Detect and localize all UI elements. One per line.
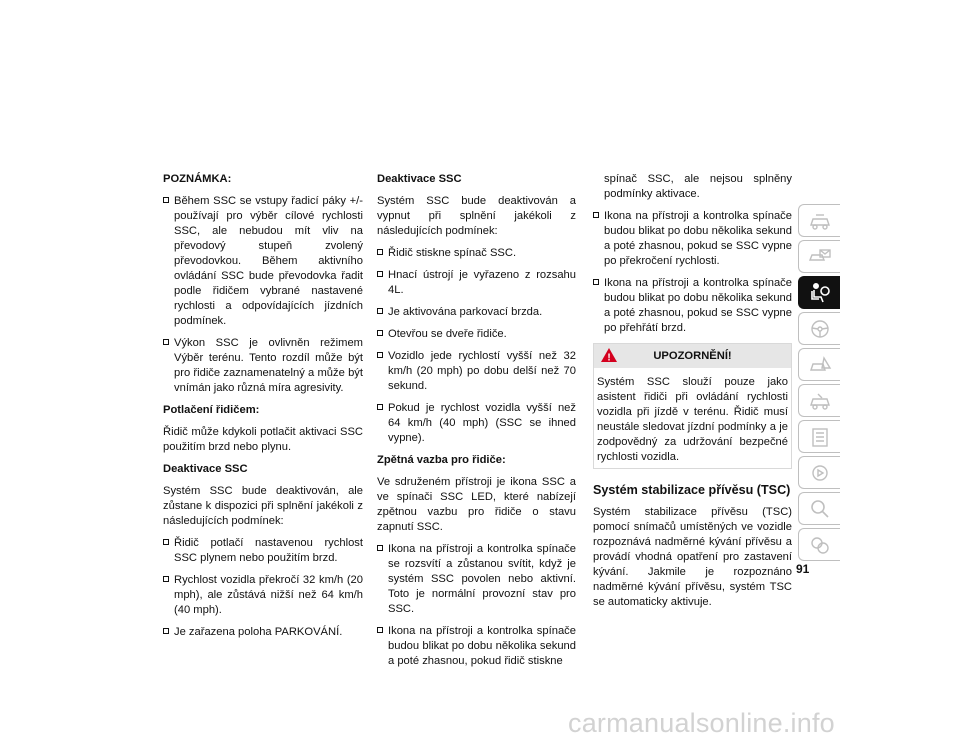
bullet-box-icon bbox=[377, 545, 383, 551]
bullet-box-icon bbox=[377, 627, 383, 633]
list-item: Je aktivována parkovací brzda. bbox=[377, 305, 576, 320]
list-item: Řidič stiskne spínač SSC. bbox=[377, 246, 576, 261]
warning-header bbox=[594, 344, 791, 368]
override-heading: Potlačení řidičem: bbox=[163, 404, 260, 416]
specifications-list-icon bbox=[808, 426, 832, 448]
tsc-heading: Systém stabilizace přívěsu (TSC) bbox=[593, 483, 791, 497]
indicator-list bbox=[593, 209, 792, 336]
feedback-text: Ve sdruženém přístroji je ikona SSC a ve spínači SSC LED, které nabízejí zpětnou vazbu pro řidiče o stavu zapnutí SSC. bbox=[377, 476, 576, 533]
tab-car-envelope[interactable] bbox=[798, 240, 840, 273]
tab-car-service[interactable] bbox=[798, 384, 840, 417]
bullet-box-icon bbox=[377, 308, 383, 314]
bullet-box-icon bbox=[163, 539, 169, 545]
bullet-box-icon bbox=[377, 352, 383, 358]
chapter-tabs bbox=[798, 204, 840, 564]
bullet-box-icon bbox=[593, 212, 599, 218]
svg-text:!: ! bbox=[607, 352, 611, 363]
tab-specifications[interactable] bbox=[798, 420, 840, 453]
deactivation-list bbox=[377, 246, 576, 446]
list-item: Během SSC se vstupy řadicí páky +/- používají pro výběr cílové rychlosti SSC, ale nebudou mít vliv na převodový stupeň zvolený převodovkou. Během aktivního ovládání SSC bude převodovka řadit podle řidičem vybrané nastavené rychlosti a odpovídajících jízdních podmínek. bbox=[163, 194, 363, 329]
breakdown-car-icon bbox=[808, 354, 832, 376]
bullet-box-icon bbox=[377, 330, 383, 336]
bullet-box-icon bbox=[377, 404, 383, 410]
list-item: Výkon SSC je ovlivněn režimem Výběr terénu. Tento rozdíl může být pro řidiče zaznamenatelný a může být vnímán jako různá míra agresivity. bbox=[163, 336, 363, 396]
watermark-text: carmanualsonline.info bbox=[568, 708, 835, 738]
magnifier-icon bbox=[808, 498, 832, 520]
deactivation-intro: Systém SSC bude deaktivován, ale zůstane k dispozici při splnění jakékoli z následujících podmínek: bbox=[163, 485, 363, 527]
bullet-box-icon bbox=[377, 271, 383, 277]
tab-language[interactable] bbox=[798, 528, 840, 561]
list-item: Otevřou se dveře řidiče. bbox=[377, 327, 576, 342]
deactivation-intro: Systém SSC bude deaktivován a vypnut při splnění jakékoli z následujících podmínek: bbox=[377, 195, 576, 237]
tab-airbag-seat[interactable] bbox=[798, 276, 840, 309]
list-item: Řidič potlačí nastavenou rychlost SSC plynem nebo použitím brzd. bbox=[163, 536, 363, 566]
column-2 bbox=[377, 172, 576, 676]
airbag-seat-icon bbox=[808, 282, 832, 304]
list-item: Vozidlo jede rychlostí vyšší než 32 km/h (20 mph) po dobu delší než 70 sekund. bbox=[377, 349, 576, 394]
bullet-box-icon bbox=[163, 339, 169, 345]
tsc-text: Systém stabilizace přívěsu (TSC) pomocí snímačů umístěných ve vozidle rozpoznává nadměrné kývání přívěsu a provádí vhodná opatření pro zastavení kývání. Jakmile je rozpoznáno nadměrné kývání přívěsu, systém TSC se automaticky aktivuje. bbox=[593, 506, 792, 608]
page-number: 91 bbox=[796, 562, 810, 576]
car-dashboard-icon bbox=[808, 210, 832, 232]
column-3 bbox=[593, 172, 792, 617]
warning-text: Systém SSC slouží pouze jako asistent řidiči při ovládání rychlosti vozidla při jízdě v terénu. Řidič musí neustále sledovat jízdní podmínky a je zodpovědný za udržování bezpečné rychlosti vozidla. bbox=[597, 376, 788, 463]
deactivation-heading: Deaktivace SSC bbox=[163, 463, 248, 475]
tab-index[interactable] bbox=[798, 492, 840, 525]
list-item: Ikona na přístroji a kontrolka spínače budou blikat po dobu několika sekund a poté zhasnou, pokud řidič stiskne bbox=[377, 624, 576, 669]
tab-steering-wheel[interactable] bbox=[798, 312, 840, 345]
list-item: Pokud je rychlost vozidla vyšší než 64 km/h (40 mph) (SSC se ihned vypne). bbox=[377, 401, 576, 446]
tab-breakdown[interactable] bbox=[798, 348, 840, 381]
deactivation-list bbox=[163, 536, 363, 640]
language-icon bbox=[808, 534, 832, 556]
warning-triangle-icon bbox=[600, 347, 618, 363]
bullet-box-icon bbox=[163, 628, 169, 634]
bullet-box-icon bbox=[163, 197, 169, 203]
car-envelope-icon bbox=[808, 246, 832, 268]
list-item: Je zařazena poloha PARKOVÁNÍ. bbox=[163, 625, 363, 640]
multimedia-icon bbox=[808, 462, 832, 484]
note-list bbox=[163, 194, 363, 396]
list-item: Ikona na přístroji a kontrolka spínače budou blikat po dobu několika sekund a poté zhasnou, pokud se SSC vypne po překročení rychlosti. bbox=[593, 209, 792, 269]
list-item: Ikona na přístroji a kontrolka spínače budou blikat po dobu několika sekund a poté zhasnou, pokud se SSC vypne po přehřátí brzd. bbox=[593, 276, 792, 336]
feedback-list bbox=[377, 542, 576, 669]
tab-multimedia[interactable] bbox=[798, 456, 840, 489]
warning-title: UPOZORNĚNÍ! bbox=[653, 350, 732, 362]
tab-car-dashboard[interactable] bbox=[798, 204, 840, 237]
bullet-box-icon bbox=[377, 249, 383, 255]
column-1 bbox=[163, 172, 363, 647]
bullet-box-icon bbox=[593, 279, 599, 285]
steering-wheel-icon bbox=[808, 318, 832, 340]
list-item: Rychlost vozidla překročí 32 km/h (20 mph), ale zůstává nižší než 64 km/h (40 mph). bbox=[163, 573, 363, 618]
deactivation-heading: Deaktivace SSC bbox=[377, 173, 462, 185]
override-text: Řidič může kdykoli potlačit aktivaci SSC použitím brzd nebo plynu. bbox=[163, 426, 363, 453]
list-item: Ikona na přístroji a kontrolka spínače se rozsvítí a zůstanou svítit, když je systém SSC povolen nebo aktivní. Toto je normální provozní stav pro SSC. bbox=[377, 542, 576, 617]
warning-box bbox=[593, 343, 792, 469]
continued-text: spínač SSC, ale nejsou splněny podmínky aktivace. bbox=[604, 173, 792, 200]
car-service-icon bbox=[808, 390, 832, 412]
bullet-box-icon bbox=[163, 576, 169, 582]
note-heading: POZNÁMKA: bbox=[163, 173, 232, 185]
list-item: Hnací ústrojí je vyřazeno z rozsahu 4L. bbox=[377, 268, 576, 298]
feedback-heading: Zpětná vazba pro řidiče: bbox=[377, 454, 506, 466]
